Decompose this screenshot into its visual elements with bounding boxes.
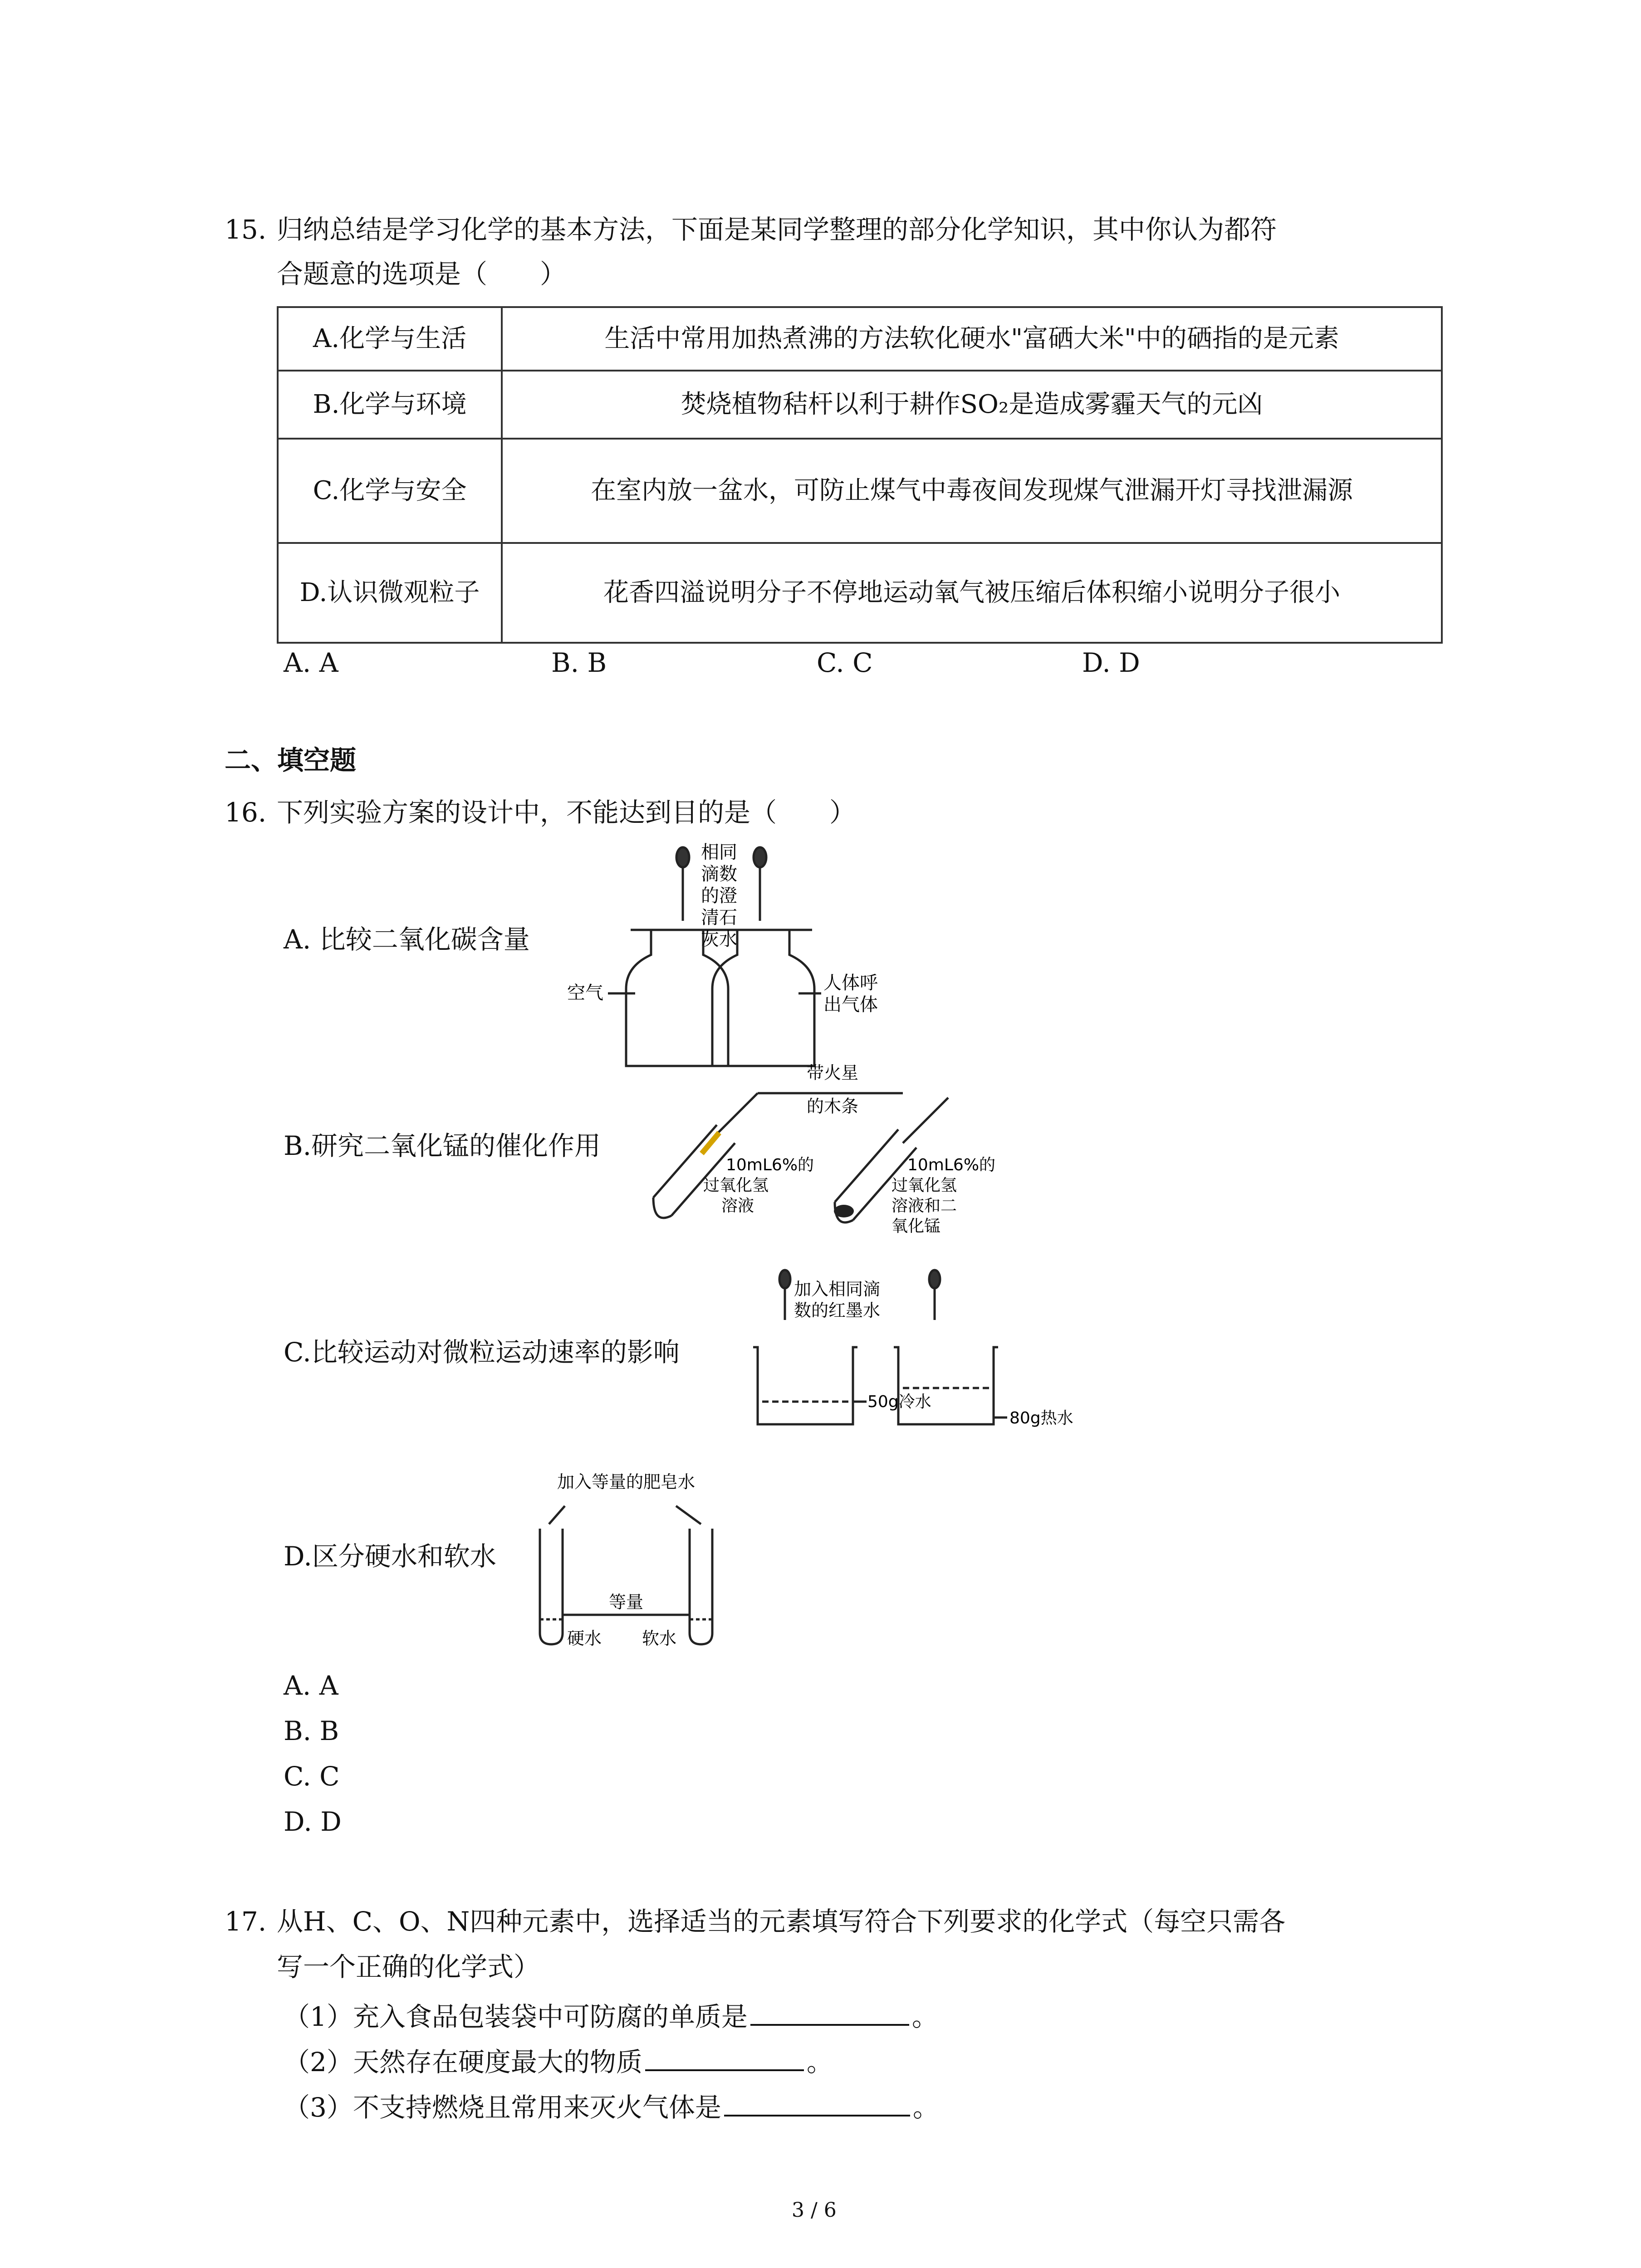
q16-stem: 下列实验方案的设计中，不能达到目的是（ ） — [277, 797, 856, 828]
q15-option-c[interactable]: C. C — [817, 647, 873, 678]
label-text: 溶液和二 — [892, 1197, 957, 1215]
q17-number: 17. — [225, 1906, 267, 1937]
label-text: 10mL6%的 — [726, 1156, 814, 1174]
section-heading: 二、填空题 — [225, 745, 357, 776]
part-text: （2）天然存在硬度最大的物质 — [284, 2047, 642, 2077]
table-row — [278, 543, 1442, 643]
label-text: 清石 — [701, 907, 737, 928]
label-text: 出气体 — [823, 994, 878, 1015]
label-text: 氧化锰 — [892, 1217, 941, 1236]
label-text: 加入相同滴 — [794, 1279, 881, 1299]
row-content: 花香四溢说明分子不停地运动氧气被压缩后体积缩小说明分子很小 — [502, 543, 1442, 643]
q15-option-a[interactable]: A. A — [284, 647, 338, 678]
q17-part-1 — [284, 2000, 938, 2033]
q15-number: 15. — [225, 214, 267, 245]
label-text: 的澄 — [701, 885, 737, 906]
answer-blank[interactable] — [724, 2091, 910, 2116]
label-text: 滴数 — [701, 864, 737, 885]
part-text: （1）充入食品包装袋中可防腐的单质是 — [284, 2001, 748, 2032]
q16-number: 16. — [225, 797, 267, 828]
q17-stem-line2: 写一个正确的化学式） — [277, 1951, 540, 1982]
page-number: 3 / 6 — [792, 2199, 837, 2222]
q17-stem-line1: 从H、C、O、N四种元素中，选择适当的元素填写符合下列要求的化学式（每空只需各 — [277, 1906, 1286, 1937]
row-content: 在室内放一盆水，可防止煤气中毒夜间发现煤气泄漏开灯寻找泄漏源 — [502, 439, 1442, 543]
row-content: 生活中常用加热煮沸的方法软化硬水"富硒大米"中的硒指的是元素 — [502, 307, 1442, 371]
q15-option-b[interactable]: B. B — [551, 647, 607, 678]
label-text: 80g热水 — [1009, 1409, 1073, 1427]
label-text: 50g冷水 — [867, 1393, 931, 1411]
row-label: D.认识微观粒子 — [278, 543, 502, 643]
label-text: 溶液 — [721, 1197, 754, 1215]
co2-comparison-diagram — [567, 839, 930, 1075]
label-text: 加入等量的肥皂水 — [557, 1472, 696, 1492]
label-text: 10mL6%的 — [907, 1156, 996, 1174]
q17-part-3 — [284, 2091, 939, 2124]
row-label: B.化学与环境 — [278, 371, 502, 439]
label-text: 人体呼 — [823, 973, 878, 993]
diffusion-diagram — [744, 1266, 1073, 1438]
label-text: 带火星 — [806, 1063, 859, 1083]
q15-table — [277, 306, 1443, 644]
q15-stem-line2: 合题意的选项是（ ） — [277, 259, 567, 289]
label-text: 空气 — [567, 982, 603, 1003]
answer-blank[interactable] — [645, 2046, 804, 2071]
q16-option-d[interactable]: D. D — [284, 1806, 342, 1837]
row-content: 焚烧植物秸杆以利于耕作SO₂是造成雾霾天气的元凶 — [502, 371, 1442, 439]
part-text: （3）不支持燃烧且常用来灭火气体是 — [284, 2092, 721, 2123]
q16-option-b[interactable]: B. B — [284, 1716, 339, 1746]
label-text: 数的红墨水 — [794, 1300, 881, 1320]
q17-part-2 — [284, 2046, 833, 2079]
label-text: 灰水 — [701, 929, 737, 950]
q16-item-a-text: A. 比较二氧化碳含量 — [284, 924, 530, 955]
label-text: 的木条 — [806, 1096, 859, 1116]
label-text: 相同 — [701, 842, 737, 863]
row-label: A.化学与生活 — [278, 307, 502, 371]
row-label: C.化学与安全 — [278, 439, 502, 543]
q16-item-d-text: D.区分硬水和软水 — [284, 1541, 496, 1572]
label-text: 硬水 — [567, 1628, 602, 1648]
part-end: 。 — [806, 2047, 833, 2077]
q16-item-c-text: C.比较运动对微粒运动速率的影响 — [284, 1337, 680, 1368]
label-text: 软水 — [642, 1628, 677, 1648]
table-row — [278, 439, 1442, 543]
q16-option-c[interactable]: C. C — [284, 1761, 340, 1792]
soap-water-diagram — [531, 1470, 730, 1651]
label-text: 等量 — [608, 1592, 644, 1612]
label-text: 过氧化氢 — [892, 1176, 957, 1195]
answer-blank[interactable] — [750, 2000, 909, 2026]
table-row — [278, 307, 1442, 371]
table-row — [278, 371, 1442, 439]
q16-option-a[interactable]: A. A — [284, 1670, 338, 1701]
part-end: 。 — [911, 2001, 938, 2032]
part-end: 。 — [912, 2092, 939, 2123]
catalyst-diagram — [635, 1063, 1007, 1252]
q15-stem-line1: 归纳总结是学习化学的基本方法，下面是某同学整理的部分化学知识，其中你认为都符 — [277, 214, 1277, 245]
q15-option-d[interactable]: D. D — [1082, 647, 1140, 678]
q16-item-b-text: B.研究二氧化锰的催化作用 — [284, 1130, 601, 1161]
label-text: 过氧化氢 — [703, 1176, 769, 1195]
